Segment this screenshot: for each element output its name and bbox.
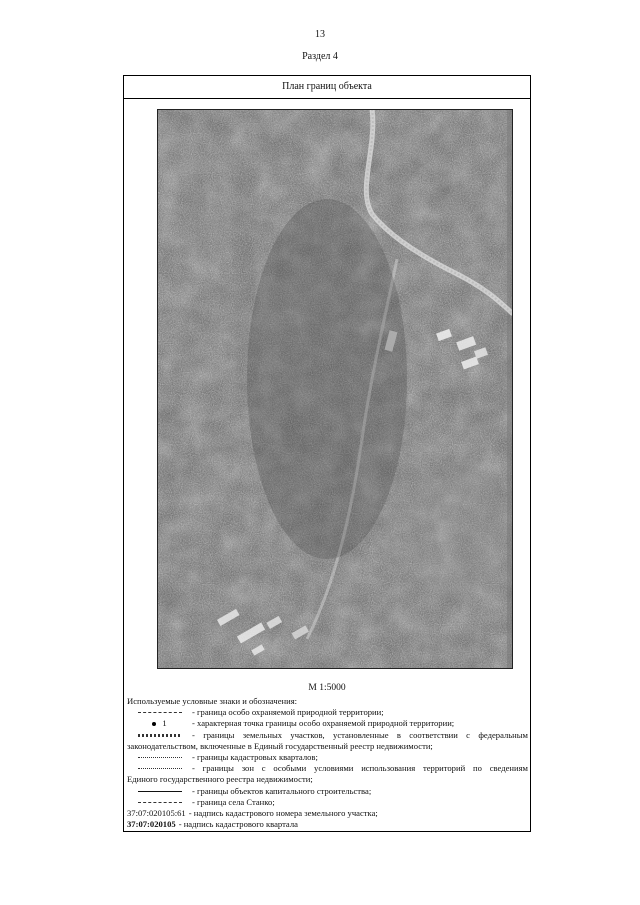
legend-text: - границы земельных участков, установленные в соответствии с федеральным (192, 729, 528, 740)
plan-frame (123, 75, 531, 832)
section-title: Раздел 4 (302, 51, 338, 62)
legend-text-continuation: законодательством, включенные в Единый государственный реестр недвижимости; (127, 740, 433, 751)
legend-text: - надпись кадастрового квартала (178, 819, 298, 830)
legend-text: - характерная точка границы особо охраняемой природной территории; (192, 718, 455, 729)
legend-text: - граница села Станко; (192, 796, 275, 807)
legend-item (127, 786, 528, 797)
map-scale: М 1:5000 (308, 683, 346, 693)
page-number: 13 (315, 29, 325, 40)
aerial-map-image (157, 109, 513, 669)
legend-title: Используемые условные знаки и обозначения: (127, 696, 298, 706)
point-marker-icon (152, 722, 156, 726)
legend (127, 696, 528, 830)
legend-text: - границы кадастровых кварталов; (192, 752, 318, 763)
cadastral-quarter-sample: 37:07:020105 (127, 819, 176, 830)
plan-title: План границ объекта (124, 76, 530, 99)
legend-text: - границы объектов капитального строительства; (192, 785, 372, 796)
legend-item (127, 819, 528, 830)
legend-symbol-solid (127, 786, 192, 797)
legend-symbol-dashed (127, 797, 192, 808)
legend-symbol-point (127, 719, 192, 730)
legend-item (127, 752, 528, 763)
legend-symbol-dotted (127, 752, 192, 763)
legend-item (127, 730, 528, 741)
legend-item (127, 707, 528, 718)
cadastral-number-sample: 37:07:020105:61 (127, 808, 186, 819)
legend-item (127, 808, 528, 819)
legend-item (127, 718, 528, 729)
legend-symbol-dashed (127, 707, 192, 718)
legend-symbol-wavy (127, 730, 192, 741)
point-label: 1 (162, 718, 167, 729)
legend-text: - граница особо охраняемой природной территории; (192, 707, 384, 718)
legend-text: - надпись кадастрового номера земельного участка; (188, 808, 378, 819)
legend-symbol-dotted (127, 763, 192, 774)
legend-text-continuation: Единого государственного реестра недвижимости; (127, 774, 313, 785)
legend-item (127, 797, 528, 808)
legend-text: - границы зон с особыми условиями использования территорий по сведениям (192, 763, 528, 774)
legend-item (127, 763, 528, 774)
